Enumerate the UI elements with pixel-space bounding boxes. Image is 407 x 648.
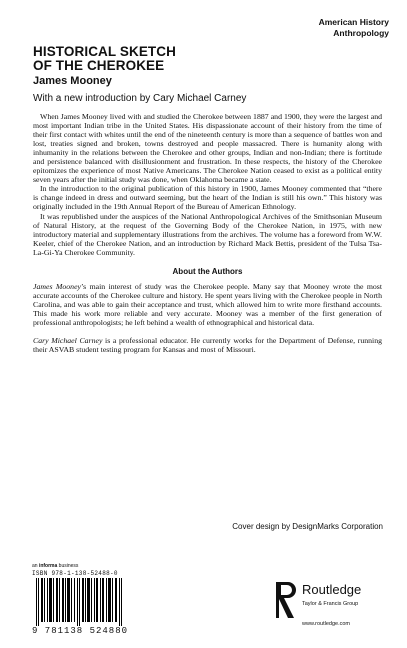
subject-label (319, 17, 389, 39)
informa-brand: informa (38, 563, 58, 569)
subject-line-2: Anthropology (333, 28, 389, 38)
book-title (33, 45, 176, 73)
bio-name: James Mooney (33, 281, 81, 291)
subject-line-1: American History (318, 17, 389, 27)
barcode-number: 9 781138 524880 (32, 626, 129, 636)
publisher-url: www.routledge.com (302, 621, 350, 627)
about-authors (33, 282, 382, 354)
introduction-credit: With a new introduction by Cary Michael Carney (33, 93, 247, 104)
back-cover-blurb (33, 112, 382, 363)
author-name: James Mooney (33, 75, 112, 87)
publisher-group: Taylor & Francis Group (302, 601, 359, 607)
bio-text: ’s main interest of study was the Cherokee people. Many say that Mooney wrote the most accurate accounts of the Cherokee culture and history. He spent years living with the Cherokee people in North Carolina, and was able to gain their acceptance and trust, which allowed him to write more firsthand accounts. This made his work more reliable and very accurate. Mooney was a member of the first generation of professional anthropologists; he left behind a wealth of ethnographical and historical data. (33, 281, 382, 327)
publisher-logo (276, 575, 386, 635)
cover-design-credit: Cover design by DesignMarks Corporation (232, 522, 383, 531)
informa-suffix: business (57, 563, 79, 569)
title-line-2: OF THE CHEROKEE (33, 58, 165, 73)
blurb-paragraph-3: It was republished under the auspices of the National Anthropological Archives of the Smithsonian Museum of Natural History, at the request of the Governing Body of the Cherokee Nation, in 1975, with new introductory material and supplementary illustrations from the archives. The volume has a foreword from W.W. Keeler, chief of the Cherokee Nation, and an introduction by Richard Mack Bettis, president of the Tulsa Tsa-La-Gi-Ya Cherokee Community. (33, 211, 382, 257)
publisher-name: Routledge (302, 582, 362, 597)
about-authors-heading: About the Authors (172, 266, 243, 276)
bio-name: Cary Michael Carney (33, 336, 103, 346)
bio-text: is a professional educator. He currently works for the Department of Defense, running their ASVAB student testing program for Kansas and most of Missouri. (33, 336, 382, 355)
barcode-icon (36, 578, 122, 626)
routledge-logo-icon (276, 580, 298, 620)
blurb-paragraph-1: When James Mooney lived with and studied the Cherokee between 1887 and 1900, they were the largest and most important Indian tribe in the United States. His dispassionate account of their history from the time of their first contact with whites until the end of the nineteenth century is more than a sequence of battles won and lost, treaties signed and broken, towns destroyed and people massacred. There is humanity along with inhumanity in the relations between the Cherokee and other groups, Indian and non-Indian; there is fortitude and persistence balanced with disillusionment and frustration. In these respects, the history of the Cherokee epitomizes the experience of most Native Americans. The Cherokee Nation ceased to exist as a political entity seven years after the initial study was done, when Oklahoma became a state. (33, 112, 382, 185)
author-bio-carney (33, 336, 382, 354)
blurb-paragraph-2: In the introduction to the original publication of this history in 1900, James Mooney commented that “there is change indeed in dress and outward seeming, but the heart of the Indian is still his own.” This history was originally included in the 19th Annual Report of the Bureau of American Ethnology. (33, 184, 382, 212)
isbn-label: ISBN 978-1-138-52488-0 (32, 570, 118, 577)
author-bio-mooney (33, 282, 382, 327)
informa-prefix: an (32, 563, 39, 569)
informa-business-label (32, 563, 78, 569)
title-line-1: HISTORICAL SKETCH (33, 44, 176, 59)
